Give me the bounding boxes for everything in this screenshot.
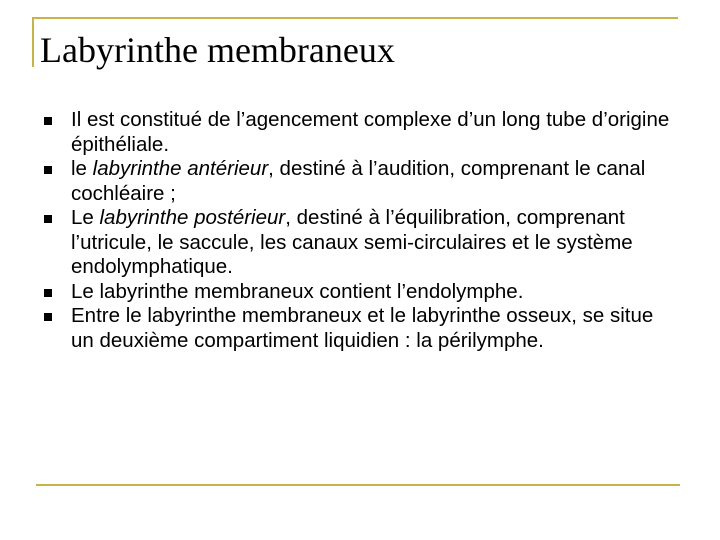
bullet-text: Le labyrinthe membraneux contient l’endolymphe. <box>71 279 524 303</box>
bullet-text: Il est constitué de l’agencement complexe d’un long tube d’origine épithéliale. <box>71 108 670 156</box>
frame-top-line <box>32 17 678 19</box>
frame-bottom-line <box>36 484 680 486</box>
bullet-item <box>44 280 680 305</box>
bullet-text: , destiné à l’équilibration, comprenant l’utricule, le saccule, les canaux semi-circulaires et le système endolymphatique. <box>71 206 633 278</box>
square-bullet-icon <box>44 166 52 174</box>
bullet-text-italic: labyrinthe postérieur <box>99 206 286 229</box>
square-bullet-icon <box>44 313 52 321</box>
square-bullet-icon <box>44 215 52 223</box>
slide-title: Labyrinthe membraneux <box>40 30 395 70</box>
bullet-list <box>44 108 680 353</box>
bullet-item <box>44 304 680 353</box>
bullet-text: Le <box>71 206 100 229</box>
bullet-text: , destiné à l’audition, comprenant le canal cochléaire ; <box>71 157 646 205</box>
bullet-text-italic: labyrinthe antérieur <box>92 157 269 180</box>
bullet-text: le <box>71 157 93 180</box>
square-bullet-icon <box>44 117 52 125</box>
frame-left-line <box>32 17 34 67</box>
square-bullet-icon <box>44 289 52 297</box>
bullet-item <box>44 206 680 280</box>
bullet-item <box>44 157 680 206</box>
bullet-item <box>44 108 680 157</box>
bullet-text: Entre le labyrinthe membraneux et le labyrinthe osseux, se situe un deuxième compartiment liquidien : la périlymphe. <box>71 304 654 352</box>
